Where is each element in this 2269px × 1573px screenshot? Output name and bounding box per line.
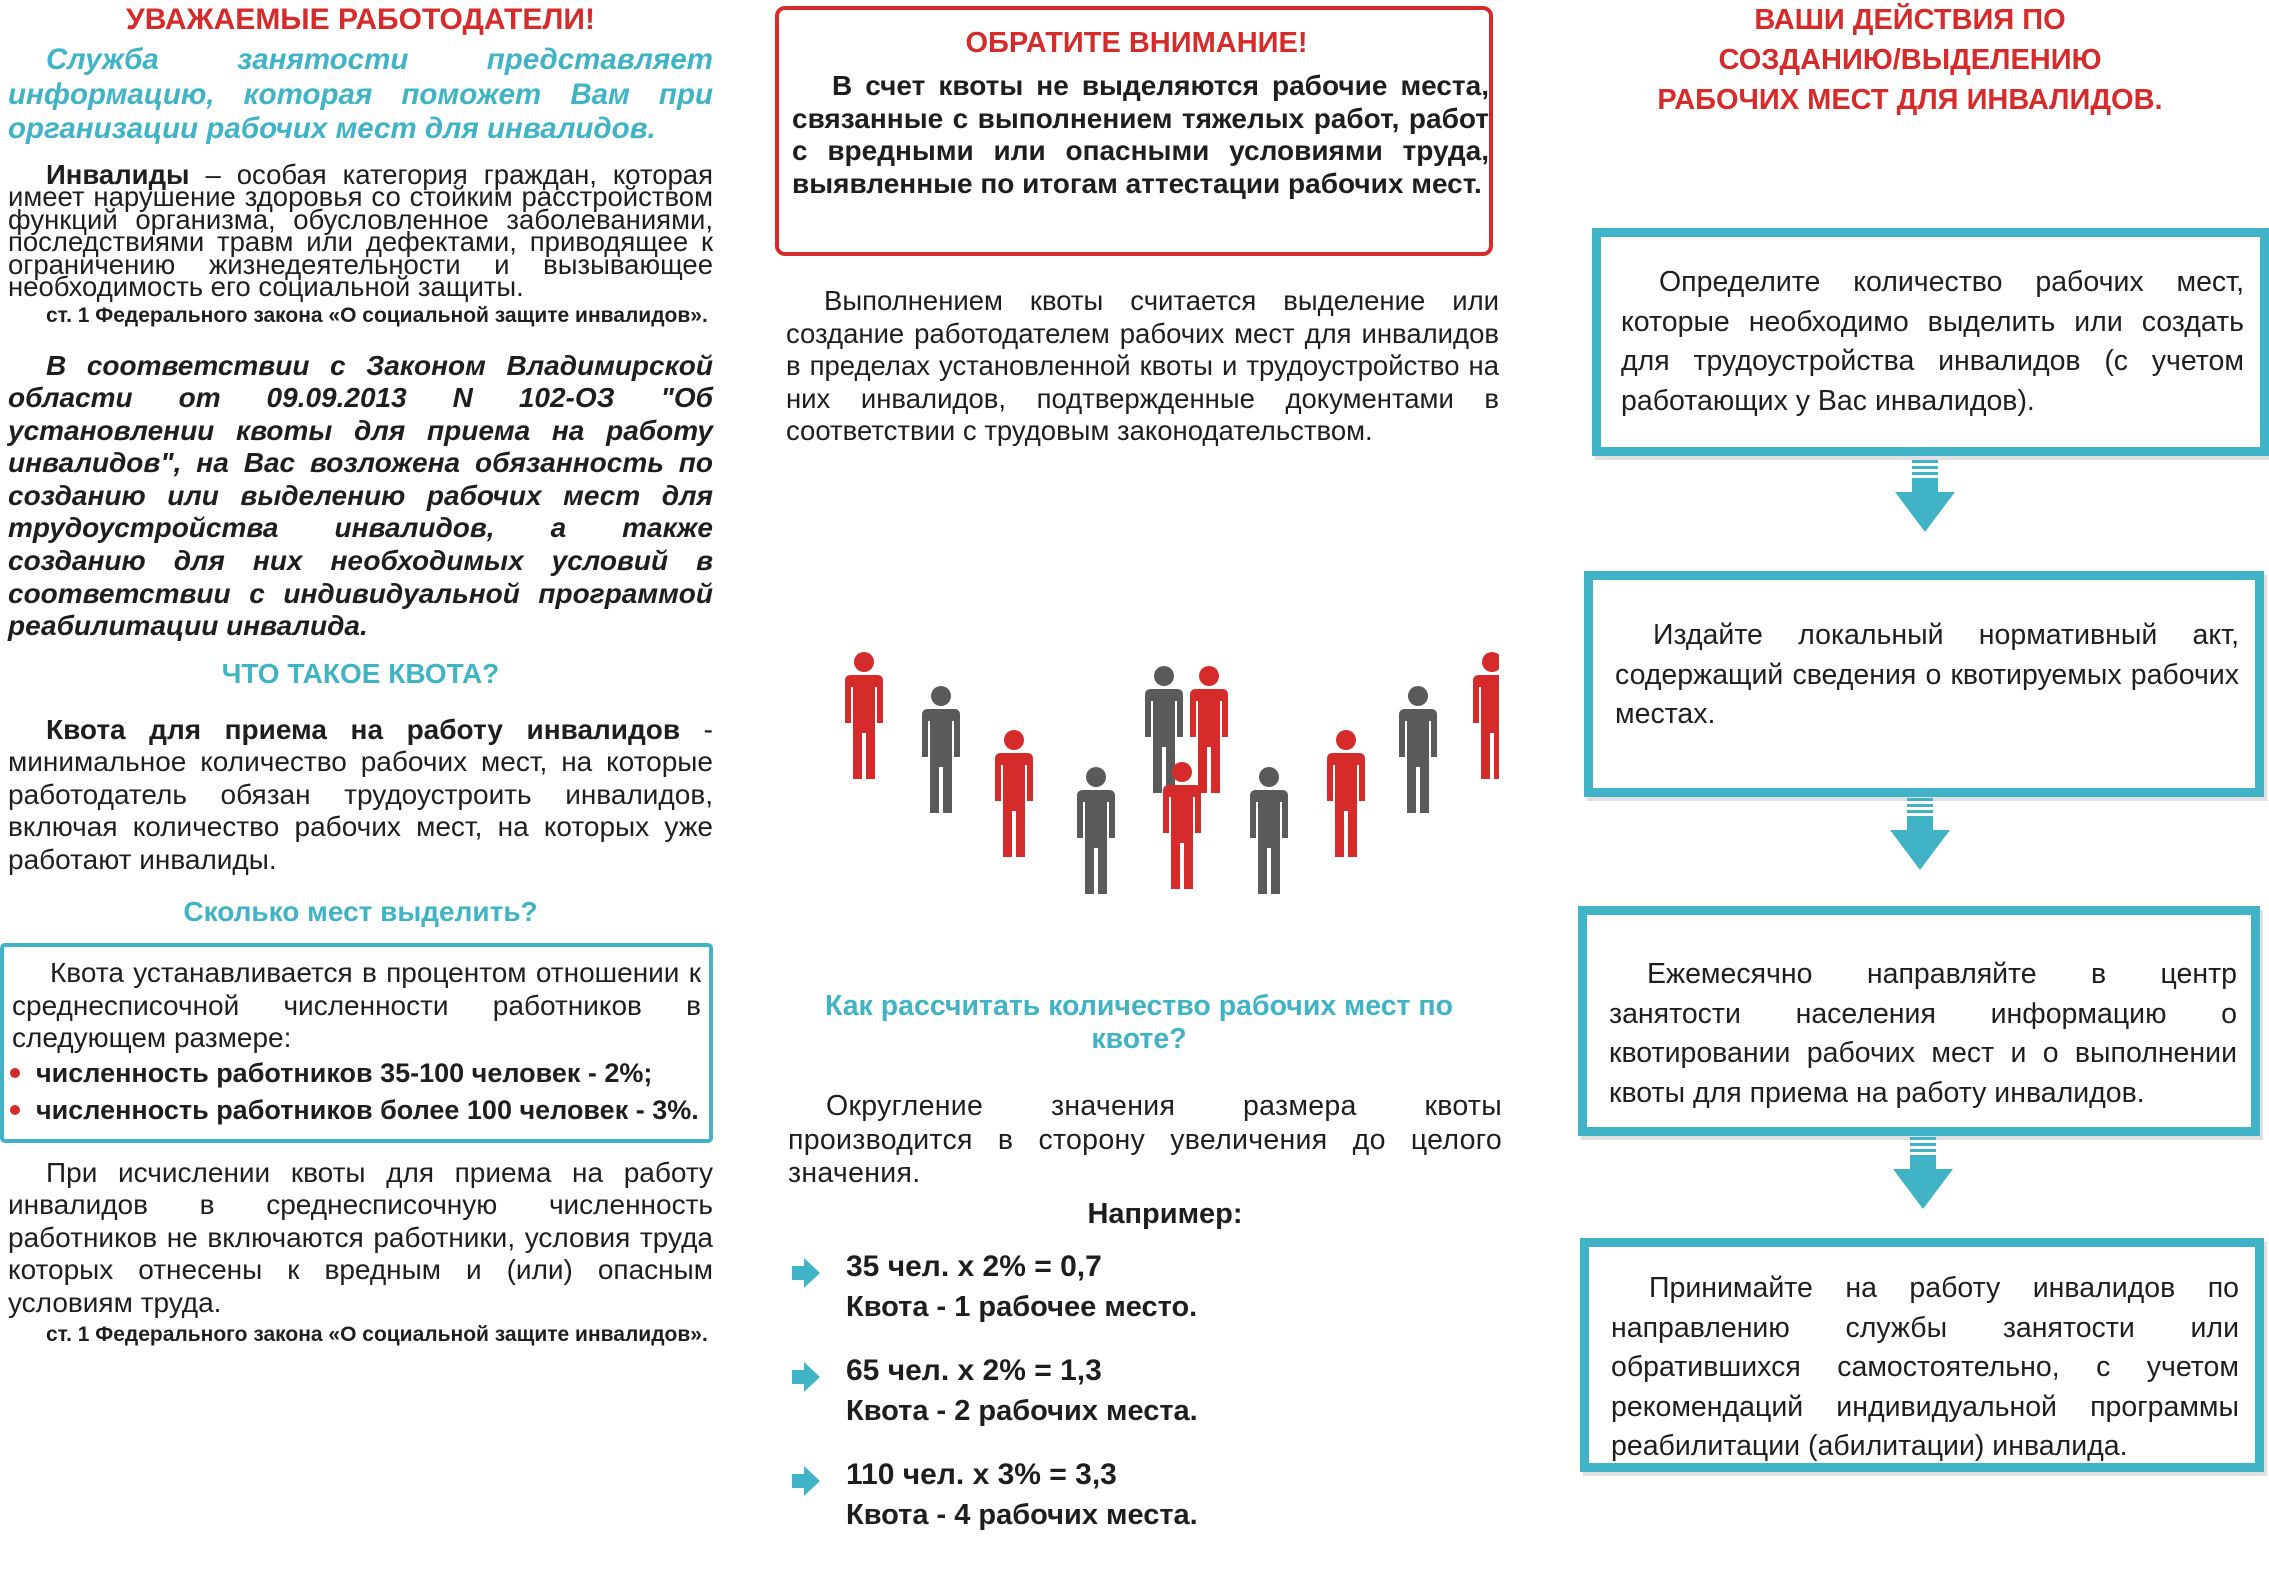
actions-heading-line-2: СОЗДАНИЮ/ВЫДЕЛЕНИЮ (1718, 44, 2102, 76)
calc-heading: Как рассчитать количество рабочих мест по квоте? (824, 990, 1454, 1055)
step-box-1 (1592, 228, 2269, 456)
arrow-right-icon (788, 1359, 824, 1395)
person-figure-icon (1190, 666, 1228, 793)
example-formula: 35 чел. х 2% = 0,7 (846, 1249, 1102, 1283)
actions-heading-line-3: РАБОЧИХ МЕСТ ДЛЯ ИНВАЛИДОВ. (1657, 84, 2163, 116)
bullet-item-1 (4, 1055, 701, 1092)
quota-size-box (0, 943, 713, 1143)
intro-text: Служба занятости представляет информацию, которая поможет Вам при организации рабочих мест для инвалидов. (8, 43, 713, 145)
actions-heading (1595, 0, 2225, 120)
step-box-3 (1578, 906, 2260, 1136)
person-figure-icon (1077, 767, 1115, 894)
quota-definition-text: - минимальное количество рабочих мест, на которые работодатель обязан трудоустроить инвалидов, включая количество рабочих мест, на которых уже работают инвалиды. (8, 713, 713, 875)
example-result: Квота - 1 рабочее место. (846, 1290, 1198, 1323)
attention-title: ОБРАТИТЕ ВНИМАНИЕ! (965, 27, 1308, 59)
person-figure-icon (922, 686, 960, 813)
quota-heading: ЧТО ТАКОЕ КВОТА? (221, 657, 500, 689)
calc-section (788, 1090, 1502, 1535)
employers-title: УВАЖАЕМЫЕ РАБОТОДАТЕЛИ! (126, 3, 595, 36)
people-illustration (774, 640, 1499, 960)
attention-text: В счет квоты не выделяются рабочие места, связанные с выполнением тяжелых работ, работ с вредными или опасными условиями труда, выявленные по итогам аттестации рабочих мест. (792, 70, 1489, 199)
person-figure-icon (1473, 652, 1499, 779)
example-label: Например: (1087, 1197, 1243, 1230)
definition-term: Инвалиды (46, 158, 190, 190)
example-item (788, 1351, 1502, 1431)
step-text-1: Определите количество рабочих мест, которые необходимо выделить или создать для трудоустройства инвалидов (с учетом работающих у Вас инвалидов). (1621, 266, 2244, 417)
people-figures-icon (774, 640, 1499, 960)
person-figure-icon (1399, 686, 1437, 813)
quota-size-text: Квота устанавливается в процентом отношении к среднесписочной численности работников в следующем размере: (12, 957, 701, 1054)
example-formula: 65 чел. х 2% = 1,3 (846, 1353, 1102, 1387)
step-box-4 (1580, 1238, 2264, 1472)
person-figure-icon (995, 730, 1033, 857)
quota-term: Квота для приема на работу инвалидов (46, 713, 681, 745)
person-figure-icon (1250, 767, 1288, 894)
step-text-4: Принимайте на работу инвалидов по направлению службы занятости или обратившихся самостоятельно, с учетом рекомендаций индивидуальной программы реабилитации (абилитации) инвалида. (1611, 1272, 2239, 1462)
example-item (788, 1455, 1502, 1535)
examples-list (788, 1247, 1502, 1535)
definition-text: – особая категория граждан, которая имеет нарушение здоровья со стойким расстройством функций организма, обусловленное заболеваниями, последствиями травм или дефектами, приводящее к ограничению жизнедеятельности и вызывающее необходимость его социальной защиты. (8, 158, 713, 302)
arrow-right-icon (788, 1463, 824, 1499)
arrow-right-icon (788, 1255, 824, 1291)
places-heading: Сколько мест выделить? (183, 896, 538, 928)
example-formula: 110 чел. х 3% = 3,3 (846, 1457, 1117, 1491)
bullet-text-1: численность работников 35-100 человек - 2%; (36, 1057, 653, 1088)
regional-law-text: В соответствии с Законом Владимирской области от 09.09.2013 N 102-ОЗ "Об установлении квоты для приема на работу инвалидов", на Вас возложена обязанность по созданию или выделению рабочих мест для трудоустройства инвалидов, а также созданию для них необходимых условий в соответствии с индивидуальной программой реабилитации инвалида. (8, 349, 713, 642)
example-result: Квота - 2 рабочих места. (846, 1394, 1198, 1427)
person-figure-icon (845, 652, 883, 779)
calculation-text: При исчислении квоты для приема на работу инвалидов в среднесписочную численность работников не включаются работники, условия труда которых отнесены к вредным и (или) опасным условиям труда. (8, 1156, 713, 1318)
law-reference-2: ст. 1 Федерального закона «О социальной защите инвалидов». (46, 1323, 708, 1347)
bullet-text-2: численность работников более 100 человек - 3%. (36, 1094, 699, 1125)
step-box-2 (1584, 571, 2264, 797)
step-text-3: Ежемесячно направляйте в центр занятости населения информацию о квотировании рабочих мест и о выполнении квоты для приема на работу инвалидов. (1609, 958, 2237, 1109)
fulfillment-text: Выполнением квоты считается выделение или создание работодателем рабочих мест для инвалидов в пределах установленной квоты и трудоустройство на них инвалидов, подтвержденные документами в соответствии с трудовым законодательством. (786, 285, 1499, 446)
quota-definition (8, 714, 713, 877)
person-figure-icon (1327, 730, 1365, 857)
arrow-down-icon (1880, 796, 1960, 876)
bullet-item-2 (4, 1092, 701, 1129)
step-text-2: Издайте локальный нормативный акт, содержащий сведения о квотируемых рабочих местах. (1615, 619, 2239, 730)
bullet-dot-icon (10, 1068, 20, 1078)
law-reference-1: ст. 1 Федерального закона «О социальной защите инвалидов». (46, 303, 708, 327)
middle-column (774, 0, 1502, 1531)
arrow-down-icon (1885, 458, 1965, 538)
arrow-down-icon (1883, 1135, 1963, 1215)
example-result: Квота - 4 рабочих места. (846, 1498, 1198, 1531)
left-column (8, 0, 713, 1348)
rounding-text: Округление значения размера квоты производится в сторону увеличения до целого значения. (788, 1090, 1502, 1189)
actions-heading-line-1: ВАШИ ДЕЙСТВИЯ ПО (1754, 4, 2066, 36)
example-item (788, 1247, 1502, 1327)
bullet-dot-icon (10, 1105, 20, 1115)
disabled-definition (8, 158, 713, 302)
